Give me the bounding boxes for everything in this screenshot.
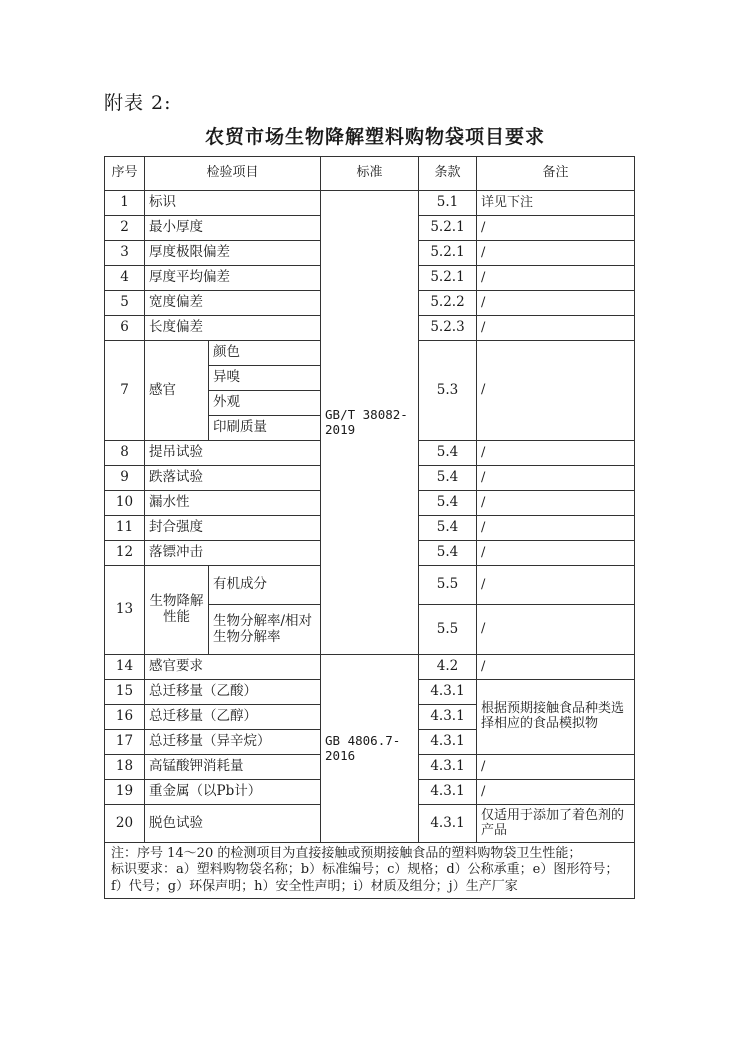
row-remark: / [477,541,635,566]
row-remark: / [477,291,635,316]
row-no: 10 [105,491,145,516]
row-clause: 4.3.1 [419,705,477,730]
row-subitem: 印刷质量 [209,416,321,441]
row-item: 提吊试验 [145,441,321,466]
row-item: 落镖冲击 [145,541,321,566]
row-item: 漏水性 [145,491,321,516]
standard-gb-4806: GB 4806.7-2016 [321,655,419,843]
row-no: 1 [105,191,145,216]
row-item: 高锰酸钾消耗量 [145,755,321,780]
header-remark: 备注 [477,157,635,191]
row-item: 总迁移量（乙醇） [145,705,321,730]
header-standard: 标准 [321,157,419,191]
row-clause: 4.3.1 [419,755,477,780]
table-header-row [105,157,635,191]
page-title: 农贸市场生物降解塑料购物袋项目要求 [204,126,545,148]
row-clause: 5.5 [419,605,477,655]
row-no: 12 [105,541,145,566]
row-remark: / [477,216,635,241]
row-no: 6 [105,316,145,341]
row-clause: 5.1 [419,191,477,216]
row-remark: / [477,566,635,605]
row-subitem: 颜色 [209,341,321,366]
row-clause: 5.2.1 [419,241,477,266]
row-subitem: 生物分解率/相对生物分解率 [209,605,321,655]
row-clause: 4.2 [419,655,477,680]
row-item: 长度偏差 [145,316,321,341]
row-no: 15 [105,680,145,705]
table-row [105,191,635,216]
row-clause: 5.4 [419,516,477,541]
row-item: 标识 [145,191,321,216]
row-item: 厚度极限偏差 [145,241,321,266]
row-remark: 详见下注 [477,191,635,216]
row-item: 厚度平均偏差 [145,266,321,291]
row-item: 总迁移量（异辛烷） [145,730,321,755]
standard-gbt-38082: GB/T 38082-2019 [321,191,419,655]
row-remark: / [477,780,635,805]
row-clause: 5.4 [419,466,477,491]
row-no: 9 [105,466,145,491]
row-clause: 5.3 [419,341,477,441]
row-no: 13 [105,566,145,655]
row-remark: / [477,755,635,780]
row-remark: / [477,241,635,266]
row-remark: / [477,316,635,341]
row-remark: / [477,516,635,541]
row-no: 19 [105,780,145,805]
row-no: 17 [105,730,145,755]
row-subitem: 有机成分 [209,566,321,605]
row-clause: 5.4 [419,541,477,566]
row-remark: / [477,605,635,655]
header-item: 检验项目 [145,157,321,191]
row-subitem: 异嗅 [209,366,321,391]
row-no: 5 [105,291,145,316]
row-clause: 4.3.1 [419,730,477,755]
table-footer-row [105,843,635,899]
row-item: 生物降解性能 [145,566,209,655]
row-item: 跌落试验 [145,466,321,491]
table-footer-notes [105,843,635,899]
header-no: 序号 [105,157,145,191]
row-no: 16 [105,705,145,730]
row-remark: / [477,466,635,491]
row-clause: 4.3.1 [419,780,477,805]
row-item: 感官要求 [145,655,321,680]
row-no: 2 [105,216,145,241]
row-item: 总迁移量（乙酸） [145,680,321,705]
row-clause: 5.2.1 [419,266,477,291]
table-row [105,655,635,680]
row-item: 宽度偏差 [145,291,321,316]
row-no: 8 [105,441,145,466]
row-item: 重金属（以Pb计） [145,780,321,805]
row-item: 封合强度 [145,516,321,541]
row-remark: / [477,655,635,680]
row-clause: 4.3.1 [419,680,477,705]
row-remark: / [477,441,635,466]
row-remark: / [477,491,635,516]
footer-note-1: 注：序号 14～20 的检测项目为直接接触或预期接触食品的塑料购物袋卫生性能； [111,846,582,861]
row-item: 脱色试验 [145,805,321,843]
row-remark: 仅适用于添加了着色剂的产品 [477,805,635,843]
requirements-table [104,156,635,899]
row-clause: 5.5 [419,566,477,605]
row-clause: 5.4 [419,441,477,466]
row-clause: 5.4 [419,491,477,516]
row-no: 20 [105,805,145,843]
row-remark-merged: 根据预期接触食品种类选择相应的食品模拟物 [477,680,635,755]
row-item: 感官 [145,341,209,441]
appendix-label: 附表 2: [104,92,172,114]
row-clause: 4.3.1 [419,805,477,843]
row-remark: / [477,266,635,291]
row-remark: / [477,341,635,441]
row-no: 4 [105,266,145,291]
row-subitem: 外观 [209,391,321,416]
row-no: 11 [105,516,145,541]
row-clause: 5.2.1 [419,216,477,241]
row-no: 7 [105,341,145,441]
header-clause: 条款 [419,157,477,191]
row-clause: 5.2.2 [419,291,477,316]
row-no: 3 [105,241,145,266]
row-clause: 5.2.3 [419,316,477,341]
footer-note-2: 标识要求：a）塑料购物袋名称；b）标准编号；c）规格；d）公称承重；e）图形符号；f）代号；g）环保声明；h）安全性声明；i）材质及组分；j）生产厂家 [111,862,619,894]
row-no: 14 [105,655,145,680]
row-no: 18 [105,755,145,780]
row-item: 最小厚度 [145,216,321,241]
